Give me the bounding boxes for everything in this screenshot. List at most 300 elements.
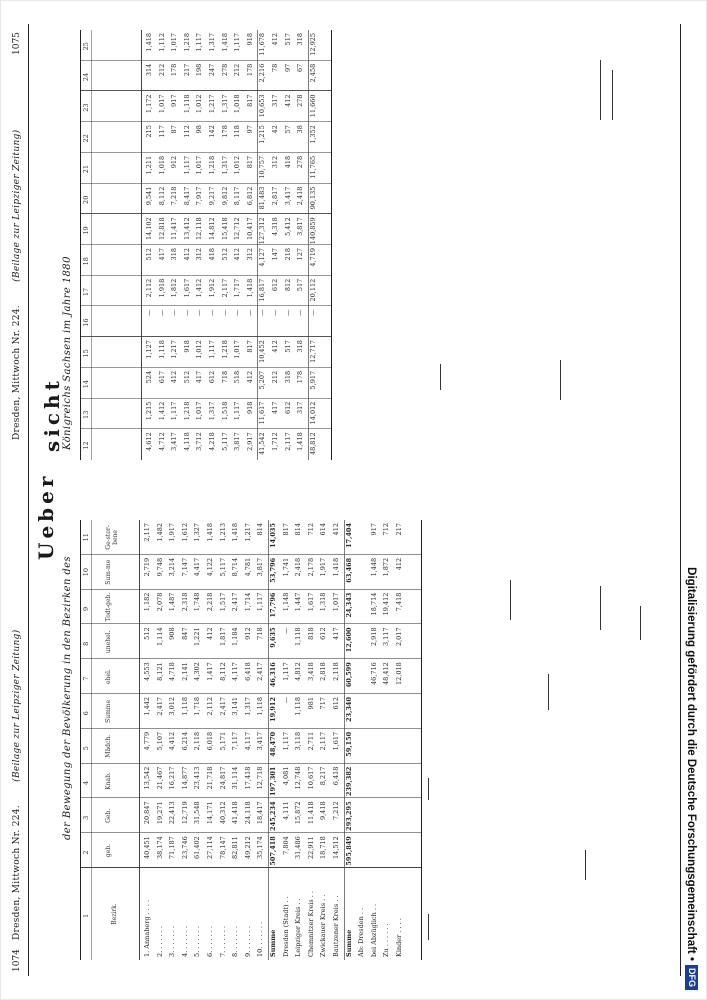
- table-right-cell: 3,817: [296, 217, 305, 236]
- table-right: [80, 30, 332, 460]
- table-left-col-head: Todt-geb.: [105, 592, 112, 622]
- table-left-num-rule: [91, 520, 92, 960]
- table-left-cell: 17,796: [269, 592, 277, 618]
- table-right-cell: 178: [220, 125, 229, 138]
- table-right-col-number: 18: [82, 257, 90, 266]
- table-right-cell: 112: [182, 125, 191, 138]
- table-left-row: [345, 520, 356, 960]
- table-right-cell: 318: [296, 340, 305, 353]
- table-right-cell: 718: [220, 370, 229, 384]
- table-left-cell: 1,442: [143, 697, 151, 716]
- table-left-cell: 19,271: [155, 801, 164, 825]
- table-left-cell: 4,081: [281, 766, 290, 786]
- table-left-col-head: Bezirk.: [111, 903, 118, 925]
- header-rule: [28, 24, 29, 976]
- table-left-cell: 507,418: [269, 836, 277, 866]
- table-right-cell: 1,017: [195, 401, 204, 421]
- table-right-cell: 11,617: [258, 401, 267, 425]
- table-right-cell: 318: [170, 248, 179, 261]
- table-left-cell: 614: [319, 523, 328, 536]
- table-left-cell: 9,418: [319, 801, 328, 821]
- table-left-cell: 2,218: [206, 592, 214, 612]
- table-left-cell: 3,012: [168, 697, 177, 716]
- table-left-cell: 23,340: [344, 697, 353, 722]
- table-right-cell: 317: [296, 401, 305, 415]
- table-right-cell: 512: [220, 248, 229, 261]
- table-left-cell: 5,171: [218, 731, 227, 751]
- table-right-cell: 1,518: [220, 401, 229, 421]
- table-left-row-label: bei Abzüglich . .: [369, 903, 378, 957]
- table-right-cell: 1,172: [145, 94, 153, 114]
- table-right-cell: —: [157, 309, 166, 316]
- table-left-cell: 71,187: [168, 836, 177, 859]
- table-left-col-number: 10: [82, 567, 90, 577]
- table-right-row: [271, 30, 282, 460]
- table-right-cell: 512: [145, 248, 153, 261]
- table-right-row: [208, 30, 219, 460]
- table-right-cell: 14,012: [308, 401, 317, 425]
- table-left-cell: 40,451: [143, 836, 151, 859]
- table-left-cell: 19,912: [269, 697, 277, 722]
- table-left-cell: 22,911: [306, 836, 315, 859]
- table-right-col-number: 22: [82, 134, 90, 143]
- table-right-cell: 178: [245, 63, 254, 77]
- table-right-cell: 1,117: [233, 401, 242, 421]
- table-left-cell: 1,148: [281, 592, 290, 612]
- table-right-cell: —: [170, 309, 179, 316]
- table-left-cell: —: [281, 627, 290, 634]
- table-left-row: [370, 520, 381, 960]
- table-left-cell: 1,317: [243, 697, 252, 716]
- table-left-cell: 912: [243, 627, 252, 640]
- table-left-row-label: Bautzener Kreis . .: [332, 895, 340, 957]
- table-right-cell: 417: [271, 401, 279, 415]
- table-right-cell: 217: [182, 63, 191, 77]
- table-left-cell: 27,114: [206, 836, 214, 859]
- table-left-cell: 1,118: [180, 697, 189, 716]
- table-right-cell: 2,117: [220, 278, 229, 298]
- table-left-row: [357, 520, 368, 960]
- table-left-cell: 3,214: [168, 557, 177, 577]
- table-left-col-head: Ge-stor-bene: [105, 525, 119, 550]
- table-right-cell: 1,117: [182, 155, 191, 175]
- table-left-row-label: Summe: [269, 929, 277, 957]
- table-left-cell: 1,872: [382, 557, 391, 577]
- table-right-cell: 11,660: [308, 94, 317, 118]
- table-left-cell: 24,817: [218, 766, 227, 790]
- table-right-cell: 1,017: [195, 155, 204, 175]
- table-left-row: [193, 520, 204, 960]
- table-left-cell: 12,748: [294, 766, 303, 790]
- table-left-cell: 817: [281, 523, 290, 536]
- table-left-cell: 7,147: [180, 557, 189, 577]
- table-right-cell: 1,418: [220, 33, 229, 52]
- table-left-cell: 595,849: [344, 836, 353, 866]
- table-left-head-rule: [139, 520, 140, 960]
- dash-mark: [600, 60, 601, 120]
- table-left-row-label: 10. . . . . . .: [256, 921, 265, 957]
- table-right-cell: 1,418: [296, 432, 305, 451]
- table-right-cell: 1,012: [195, 340, 204, 359]
- table-left-cell: 1,447: [294, 592, 303, 612]
- table-left-cell: 1,487: [168, 592, 177, 612]
- page-number-left: 1074: [12, 949, 22, 972]
- table-right-row: [233, 30, 244, 460]
- table-right-cell: —: [182, 309, 191, 316]
- table-left-cell: 14,512: [332, 836, 340, 859]
- table-right-row: [183, 30, 194, 460]
- table-left-col-number: 5: [82, 746, 90, 751]
- table-right-cell: 2,117: [283, 432, 292, 451]
- table-right-cell: —: [308, 309, 317, 316]
- table-left-col-number: 8: [82, 641, 90, 646]
- table-left-cell: 2,141: [180, 662, 189, 681]
- table-right-cell: 518: [233, 370, 242, 384]
- table-right-cell: 4,218: [208, 432, 216, 451]
- table-right-cell: 3,817: [233, 432, 242, 451]
- table-right-cell: 1,218: [208, 155, 216, 175]
- table-left-cell: 1,517: [218, 592, 227, 612]
- table-right-cell: 12,925: [308, 33, 317, 56]
- running-head-left-sub: (Beilage zur Leipziger Zeitung): [12, 629, 22, 782]
- table-right-cell: 38: [296, 125, 305, 134]
- table-left-cell: 2,417: [231, 592, 240, 612]
- table-left-col-number: 7: [82, 676, 90, 681]
- table-right-cell: 7,218: [170, 186, 179, 206]
- table-right-cell: 12,118: [195, 217, 204, 241]
- table-left-cell: 2,178: [306, 557, 315, 577]
- table-right-row: [309, 30, 320, 460]
- table-right-cell: 918: [245, 401, 254, 415]
- table-right-col-number: 24: [82, 72, 90, 82]
- table-left-cell: 6,214: [180, 731, 189, 751]
- table-right-cell: 178: [170, 63, 179, 77]
- table-right-cell: —: [245, 309, 254, 316]
- table-right-cell: 10,653: [258, 94, 267, 118]
- table-left-cell: 2,818: [319, 662, 328, 681]
- table-left-cell: 1,418: [332, 557, 340, 577]
- dfg-credit: [681, 6, 701, 994]
- table-right-num-rule: [91, 30, 92, 460]
- table-left-cell: 7,804: [281, 836, 290, 855]
- table-left-col-number: 4: [82, 780, 90, 785]
- table-left-cell: 7,117: [231, 731, 240, 751]
- table-right-row: [258, 30, 269, 460]
- table-right-cell: 3,417: [170, 432, 179, 451]
- table-right-cell: —: [296, 309, 305, 316]
- table-right-cell: 118: [233, 125, 242, 138]
- table-left-cell: 3,417: [256, 731, 265, 751]
- table-left-row: [244, 520, 255, 960]
- table-right-cell: 314: [145, 63, 153, 77]
- table-right-cell: 1,118: [182, 94, 191, 114]
- table-right-cell: 12,717: [308, 340, 317, 363]
- table-left-cell: 16,217: [168, 766, 177, 790]
- table-left-cell: 2,417: [256, 662, 265, 681]
- table-left-col-number: 11: [82, 533, 90, 542]
- dash-mark: [612, 70, 613, 120]
- table-right-cell: 11,678: [258, 33, 267, 56]
- table-right-cell: —: [258, 309, 267, 316]
- table-right-cell: 317: [271, 94, 279, 107]
- table-left-col-number: 1: [82, 913, 90, 918]
- table-right-cell: 1,352: [308, 125, 317, 144]
- table-right-cell: 412: [271, 340, 279, 353]
- table-left-cell: 293,295: [344, 801, 353, 831]
- table-left-cell: 981: [306, 697, 315, 710]
- table-left-cell: 197,301: [269, 766, 277, 797]
- table-left-cell: 412: [332, 523, 340, 536]
- table-left-cell: 612: [332, 697, 340, 710]
- table-left-cell: 1,217: [243, 523, 252, 542]
- table-left-cell: 2,711: [306, 731, 315, 751]
- table-left-cell: 4,553: [143, 662, 151, 681]
- dash-mark: [440, 364, 441, 390]
- table-left-cell: 8,714: [231, 557, 240, 577]
- dash-mark: [510, 580, 511, 620]
- table-left-cell: 1,118: [294, 697, 303, 716]
- table-left-col-head: Sum-me: [105, 559, 112, 585]
- table-left-cell: 18,718: [319, 836, 328, 859]
- table-left-cell: 13,542: [143, 766, 151, 790]
- table-left-cell: 3,141: [231, 697, 240, 716]
- table-left-cell: 9,748: [155, 557, 164, 577]
- running-head-left-title: Dresden, Mittwoch Nr. 224.: [12, 805, 22, 940]
- table-right-head-rule: [141, 30, 142, 460]
- table-right-col-number: 23: [82, 103, 90, 112]
- table-left-row-label: 6. . . . . . .: [206, 926, 214, 957]
- table-right-cell: —: [283, 309, 292, 316]
- page-number-right: 1075: [12, 32, 22, 55]
- table-left-cell: 1,482: [155, 523, 164, 542]
- table-left-cell: 1,017: [332, 592, 340, 612]
- table-left-cell: 2,417: [155, 697, 164, 716]
- table-right-cell: 67: [296, 63, 305, 73]
- table-right-cell: 1,215: [145, 401, 153, 421]
- table-left-cell: 12,718: [256, 766, 265, 790]
- table-right-cell: 218: [283, 248, 292, 261]
- table-left-cell: 22,413: [168, 801, 177, 825]
- table-left-cell: 15,872: [294, 801, 303, 825]
- table-right-cell: 1,017: [170, 33, 179, 52]
- table-right-cell: 812: [283, 278, 292, 292]
- table-right-cell: 2,418: [296, 186, 305, 206]
- table-right-cell: 612: [283, 401, 292, 415]
- table-left-cell: 1,418: [231, 523, 240, 542]
- table-left-row-label: Chemnitzer Kreis . .: [306, 891, 315, 957]
- table-right-cell: 8,417: [182, 186, 191, 206]
- table-left-cell: 12,018: [395, 662, 403, 685]
- table-left-cell: 4,417: [193, 557, 202, 577]
- table-right-cell: 1,317: [208, 401, 216, 421]
- table-left-cell: 4,718: [168, 662, 177, 681]
- table-left-col-number: 6: [82, 711, 90, 716]
- table-left-row: [382, 520, 393, 960]
- table-left-cell: 8,217: [319, 766, 328, 786]
- table-left-cell: 5,117: [218, 557, 227, 577]
- table-left-row: [156, 520, 167, 960]
- title-right: sicht: [40, 377, 64, 452]
- table-right-cell: 1,117: [208, 340, 216, 359]
- table-left-cell: 1,117: [281, 662, 290, 681]
- table-left-cell: 1,221: [193, 627, 202, 647]
- table-left-row: [319, 520, 330, 960]
- table-left-cell: 1,817: [218, 627, 227, 647]
- table-right-cell: 178: [296, 370, 305, 384]
- table-right-cell: 247: [208, 63, 216, 77]
- table-left-cell: 31,114: [231, 766, 240, 790]
- table-left-cell: 1,184: [231, 627, 240, 647]
- table-left-cell: 4,302: [193, 662, 202, 681]
- table-right-cell: 4,318: [271, 217, 279, 236]
- table-right-cell: 10,417: [245, 217, 254, 241]
- table-right-cell: 517: [283, 33, 292, 46]
- table-right-cell: 81,483: [258, 186, 267, 210]
- table-right-cell: 14,102: [145, 217, 153, 241]
- table-left-col-number: 3: [82, 815, 90, 820]
- table-right-cell: 917: [170, 94, 179, 107]
- table-left-cell: 1,714: [243, 592, 252, 612]
- table-left-cell: 412: [206, 627, 214, 640]
- title-left: Ueber: [34, 472, 58, 560]
- table-right-cell: 312: [271, 155, 279, 169]
- table-left-cell: 61,402: [193, 836, 202, 859]
- table-left-row: [143, 520, 154, 960]
- table-left-cell: 917: [369, 523, 378, 536]
- table-left-cell: 8,121: [155, 662, 164, 681]
- table-left-row-label: 5. . . . . . .: [193, 926, 202, 957]
- table-left-row-label: 8. . . . . . .: [231, 926, 240, 957]
- table-left-cell: 78,147: [218, 836, 227, 859]
- table-right-cell: 918: [182, 340, 191, 353]
- table-right-cell: 417: [157, 248, 166, 261]
- table-left-row-label: Zu . . . . . .: [382, 923, 391, 957]
- table-left-sum-rule: [344, 520, 345, 960]
- table-left-cell: 20,847: [143, 801, 151, 825]
- table-right-cell: 1,717: [233, 278, 242, 298]
- table-right-cell: 312: [195, 248, 204, 261]
- table-left-cell: 2,118: [193, 731, 202, 751]
- table-right-cell: 1,118: [157, 340, 166, 359]
- table-right-cell: 912: [170, 155, 179, 169]
- table-right-cell: 412: [170, 370, 179, 384]
- table-left-cell: 18,714: [369, 592, 378, 616]
- table-right-cell: —: [145, 309, 153, 316]
- table-left-cell: 11,418: [306, 801, 315, 825]
- table-right-cell: 4,612: [145, 432, 153, 451]
- table-right-cell: 412: [182, 248, 191, 261]
- table-right-cell: 127,312: [258, 217, 267, 245]
- table-left-cell: 712: [382, 523, 391, 536]
- table-left-cell: 38,174: [155, 836, 164, 859]
- table-right-cell: 90,135: [308, 186, 317, 210]
- table-left-cell: 8,112: [218, 662, 227, 681]
- table-left-cell: 2,118: [332, 662, 340, 681]
- table-right-cell: 517: [296, 278, 305, 292]
- table-left-col-head: Mädch.: [105, 734, 112, 758]
- table-right-cell: 3,417: [283, 186, 292, 206]
- table-right-cell: 212: [271, 370, 279, 384]
- table-left-row-label: Summe: [344, 929, 353, 957]
- table-right-col-number: 21: [82, 164, 90, 174]
- dash-mark: [428, 914, 429, 940]
- dash-mark: [640, 606, 641, 640]
- table-right-cell: 142: [208, 125, 216, 138]
- table-left-cell: 2,017: [395, 627, 403, 647]
- table-right-cell: 918: [245, 33, 254, 46]
- dash-mark: [600, 586, 601, 630]
- table-right-cell: 1,812: [170, 278, 179, 298]
- table-left: [80, 520, 422, 960]
- table-left-cell: 24,118: [243, 801, 252, 825]
- dash-mark: [585, 850, 586, 880]
- table-left-cell: 63,468: [344, 557, 353, 583]
- table-right-col-number: 16: [82, 318, 90, 327]
- table-right-cell: 14,812: [208, 217, 216, 241]
- table-left-row-label: Dresden (Stadt) . .: [281, 896, 290, 957]
- table-left-col-head: Knab.: [105, 772, 112, 790]
- table-left-cell: 1,741: [281, 557, 290, 577]
- table-left-cell: 3,118: [294, 731, 303, 751]
- table-right-cell: 524: [145, 370, 153, 384]
- table-right-cell: 127: [296, 248, 305, 261]
- table-right-cell: 147: [271, 248, 279, 261]
- table-left-cell: 24,343: [344, 592, 353, 618]
- table-right-cell: 1,317: [208, 33, 216, 52]
- table-left-cell: 23,413: [193, 766, 202, 790]
- table-left-cell: 14,877: [180, 766, 189, 790]
- running-head-right-title: Dresden, Mittwoch Nr. 224.: [12, 305, 22, 440]
- table-right-cell: 2,458: [308, 63, 317, 83]
- table-left-cell: 1,318: [319, 592, 328, 612]
- table-left-cell: 1,917: [319, 557, 328, 577]
- table-right-cell: 41,542: [258, 432, 267, 456]
- table-right-cell: 5,917: [308, 370, 317, 390]
- table-right-cell: 9,812: [220, 186, 229, 206]
- table-right-cell: 1,217: [170, 340, 179, 359]
- table-left-col-head: ehel.: [105, 669, 112, 684]
- table-right-cell: 10,452: [258, 340, 267, 363]
- table-right-cell: 1,418: [145, 33, 153, 52]
- table-right-cell: 318: [296, 33, 305, 46]
- table-left-cell: 1,617: [332, 731, 340, 751]
- table-left-cell: 4,812: [294, 662, 303, 681]
- table-right-cell: —: [233, 309, 242, 316]
- table-right-row: [195, 30, 206, 460]
- table-right-cell: 16,817: [258, 278, 267, 302]
- table-right-cell: 198: [195, 63, 204, 77]
- table-left-row-label: Kinder . . . .: [395, 918, 403, 957]
- table-right-cell: 1,617: [182, 278, 191, 298]
- table-left-cell: 512: [143, 627, 151, 640]
- table-right-cell: 1,018: [157, 155, 166, 175]
- table-left-cell: 717: [319, 697, 328, 710]
- table-left-row-label: Leipziger Kreis . .: [294, 898, 303, 957]
- running-head-left: [12, 520, 22, 940]
- table-left-cell: —: [281, 697, 290, 704]
- table-left-cell: 4,117: [243, 731, 252, 751]
- table-left-cell: 1,418: [206, 523, 214, 542]
- table-right-col-number: 19: [82, 226, 90, 235]
- table-right-cell: 278: [296, 155, 305, 169]
- table-right-cell: 1,112: [157, 33, 166, 52]
- table-left-cell: 17,404: [344, 523, 353, 548]
- table-right-cell: 9,541: [145, 186, 153, 206]
- table-left-cell: 17,418: [243, 766, 252, 790]
- table-right-cell: 4,118: [182, 432, 191, 451]
- table-left-col-number: 2: [82, 850, 90, 855]
- table-right-cell: 1,412: [195, 278, 204, 298]
